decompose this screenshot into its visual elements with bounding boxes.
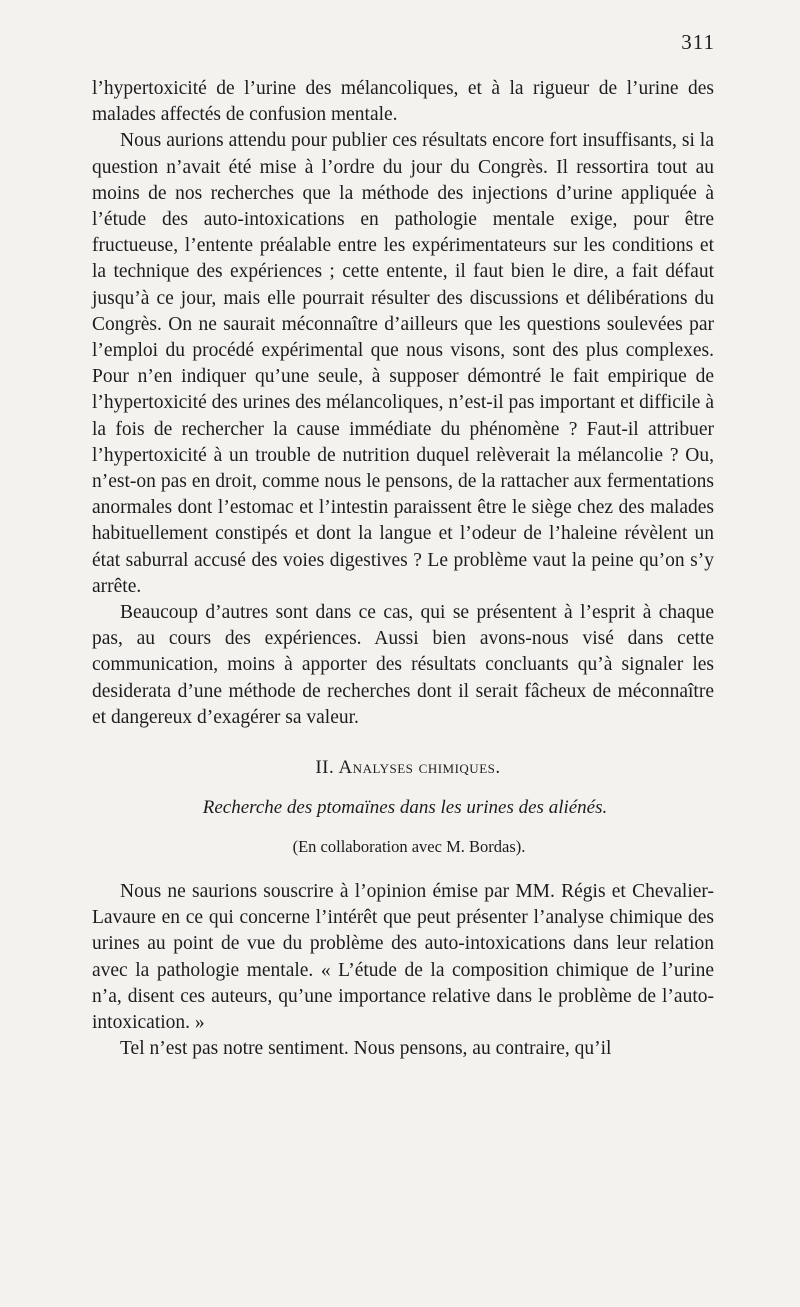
paragraph: Tel n’est pas notre sentiment. Nous pensons, au contraire, qu’il [120,1038,612,1060]
subheading: Recherche des ptomaïnes dans les urines des aliénés. [202,797,608,819]
paragraph: Beaucoup d’autres sont dans ce cas, qui se présentent à l’esprit à chaque pas, au cours des expériences. Aussi bien avons-nous visé dans cette communication, moins à apporter des résultats concluants qu’à signaler les desiderata d’une méthode de recherches dont il serait fâcheux de méconnaître et dangereux d’exagérer sa valeur. [92,602,714,728]
collaboration-note: (En collaboration avec M. Bordas). [292,837,526,857]
section-heading: II. Analyses chimiques. [315,757,501,779]
body-text [92,76,714,1063]
paragraph: Nous ne saurions souscrire à l’opinion émise par MM. Régis et Chevalier-Lavaure en ce qui concerne l’intérêt que peut présenter l’analyse chimique des urines au point de vue du problème des auto-intoxications dans leur relation avec la pathologie mentale. « L’étude de la composition chimique de l’urine n’a, disent ces auteurs, qu’une importance relative dans le problème de l’auto-intoxication. » [92,881,714,1034]
paragraph: Nous aurions attendu pour publier ces résultats encore fort insuffisants, si la question n’avait été mise à l’ordre du jour du Congrès. Il ressortira tout au moins de nos recherches que la méthode des injections d’urine appliquée à l’étude des auto-intoxications en pathologie mentale exige, pour être fructueuse, l’entente préalable entre les expérimentateurs sur les conditions et la technique des expériences ; cette entente, il faut bien le dire, a fait défaut jusqu’à ce jour, mais elle pourrait résulter des discussions et délibérations du Congrès. On ne saurait méconnaître d’ailleurs que les questions soulevées par l’emploi du procédé expérimental que nous visons, sont des plus complexes. Pour n’en indiquer qu’une seule, à supposer démontré le fait empirique de l’hypertoxicité des urines des mélancoliques, n’est-il pas important et difficile à la fois de rechercher la cause immédiate du phénomène ? Faut-il attribuer l’hypertoxicité à un trouble de nutrition duquel relèverait la mélancolie ? Ou, n’est-on pas en droit, comme nous le pensons, de la rattacher aux fermentations anormales dont l’estomac et l’intestin paraissent être le siège chez des malades habituellement constipés et dont la langue et l’odeur de l’haleine révèlent un état saburral accusé des voies digestives ? Le problème vaut la peine qu’on s’y arrête. [92,130,714,597]
paragraph-continued: l’hypertoxicité de l’urine des mélancoliques, et à la rigueur de l’urine des malades affectés de confusion mentale. [92,78,714,126]
page-number: 311 [681,30,715,54]
